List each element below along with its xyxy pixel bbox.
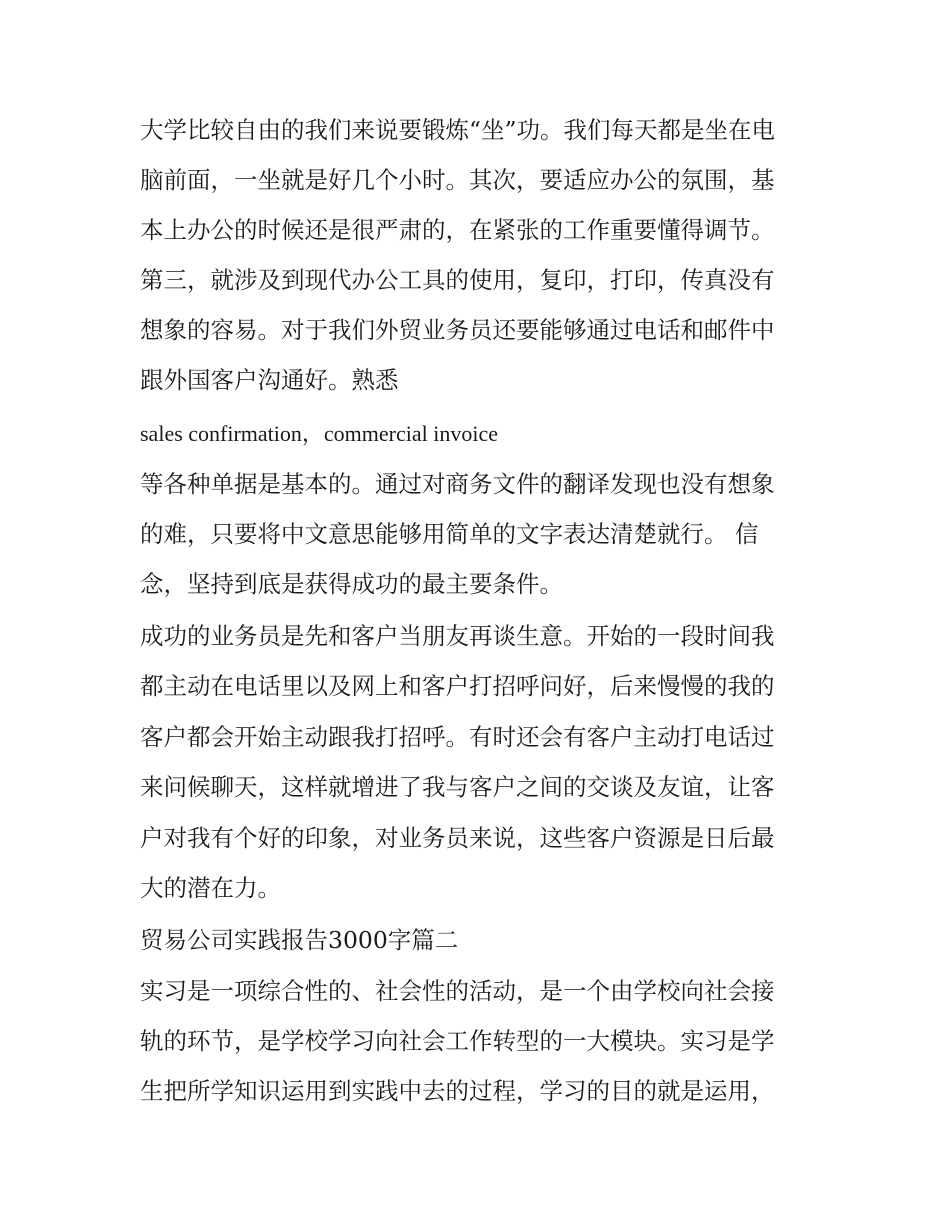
text-line: 轨的环节，是学校学习向社会工作转型的一大模块。实习是学 xyxy=(140,1027,775,1055)
text-line: 想象的容易。对于我们外贸业务员还要能够通过电话和邮件中 xyxy=(140,316,775,344)
text-line: 大的潜在力。 xyxy=(140,874,281,902)
text-line: 跟外国客户沟通好。熟悉 xyxy=(140,366,399,394)
text-line: 的难，只要将中文意思能够用简单的文字表达清楚就行。 信 xyxy=(140,520,759,548)
text-line: 实习是一项综合性的、社会性的活动，是一个由学校向社会接 xyxy=(140,977,775,1005)
text-line: 户对我有个好的印象，对业务员来说，这些客户资源是日后最 xyxy=(140,824,775,852)
text-line: 都主动在电话里以及网上和客户打招呼问好，后来慢慢的我的 xyxy=(140,672,775,700)
text-line: sales confirmation，commercial invoice xyxy=(140,421,498,446)
text-line: 第三，就涉及到现代办公工具的使用，复印，打印，传真没有 xyxy=(140,266,775,294)
text-line: 念，坚持到底是获得成功的最主要条件。 xyxy=(140,570,563,598)
text-line: 来问候聊天，这样就增进了我与客户之间的交谈及友谊，让客 xyxy=(140,773,775,801)
text-line: 生把所学知识运用到实践中去的过程，学习的目的就是运用， xyxy=(140,1077,775,1105)
text-line: 客户都会开始主动跟我打招呼。有时还会有客户主动打电话过 xyxy=(140,723,775,751)
text-line: 脑前面，一坐就是好几个小时。其次，要适应办公的氛围，基 xyxy=(140,166,775,194)
text-line: 本上办公的时候还是很严肃的，在紧张的工作重要懂得调节。 xyxy=(140,216,775,244)
text-line: 等各种单据是基本的。通过对商务文件的翻译发现也没有想象 xyxy=(140,470,775,498)
text-line: 成功的业务员是先和客户当朋友再谈生意。开始的一段时间我 xyxy=(140,622,775,650)
section-heading: 贸易公司实践报告3000字篇二 xyxy=(140,926,459,954)
text-line: 大学比较自由的我们来说要锻炼“坐”功。我们每天都是坐在电 xyxy=(140,116,776,144)
